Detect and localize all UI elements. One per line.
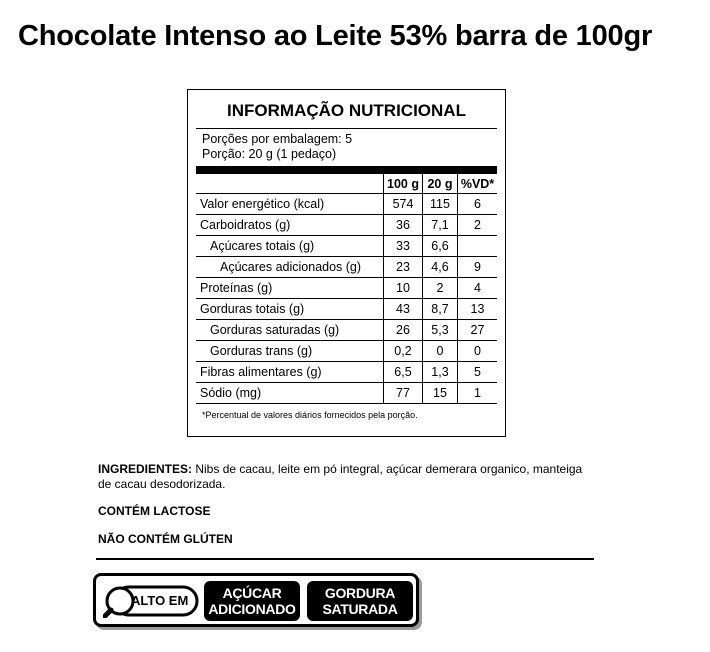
serving-info (202, 132, 352, 162)
table-row (196, 278, 497, 299)
nutrient-label: Açúcares totais (g) (210, 239, 315, 253)
nutrition-heading: INFORMAÇÃO NUTRICIONAL (227, 101, 466, 120)
value-100g: 36 (383, 215, 422, 235)
nutrition-grid (196, 174, 497, 404)
value-20g: 15 (422, 383, 457, 403)
nutrient-label: Gorduras totais (g) (200, 302, 305, 316)
nutrient-label: Valor energético (kcal) (200, 197, 325, 211)
divider (196, 128, 497, 129)
tag-line: GORDURA (324, 585, 396, 601)
value-20g: 8,7 (422, 299, 457, 319)
column-header-100g: 100 g (383, 174, 422, 193)
footnote: *Percentual de valores diários fornecidos pela porção. (202, 410, 418, 420)
nutrient-label: Açúcares adicionados (g) (220, 260, 362, 274)
table-row (196, 299, 497, 320)
allergen-lactose: CONTÉM LACTOSE (98, 504, 211, 518)
value-100g: 33 (383, 236, 422, 256)
value-vd: 13 (457, 299, 497, 319)
servings-per-package: Porções por embalagem: 5 (202, 132, 353, 146)
value-vd: 9 (457, 257, 497, 277)
value-20g: 4,6 (422, 257, 457, 277)
nutrient-label: Gorduras saturadas (g) (210, 323, 340, 337)
saturated-fat-tag (307, 581, 413, 621)
added-sugar-tag (204, 581, 300, 621)
table-row (196, 320, 497, 341)
nutrition-facts-table (187, 89, 506, 437)
value-20g: 2 (422, 278, 457, 298)
alto-em-label: ALTO EM (131, 593, 189, 608)
value-100g: 43 (383, 299, 422, 319)
value-20g: 5,3 (422, 320, 457, 340)
tag-line: ADICIONADO (208, 601, 296, 617)
value-100g: 6,5 (383, 362, 422, 382)
value-20g: 6,6 (422, 236, 457, 256)
table-row (196, 236, 497, 257)
thick-divider (196, 166, 497, 174)
column-header-20g: 20 g (422, 174, 457, 193)
value-100g: 77 (383, 383, 422, 403)
value-100g: 0,2 (383, 341, 422, 361)
nutrient-label: Sódio (mg) (200, 386, 262, 400)
value-vd: 6 (457, 194, 497, 214)
table-row (196, 257, 497, 278)
value-20g: 7,1 (422, 215, 457, 235)
nutrient-label: Gorduras trans (g) (210, 344, 313, 358)
value-vd: 5 (457, 362, 497, 382)
value-vd: 1 (457, 383, 497, 403)
value-100g: 10 (383, 278, 422, 298)
value-vd: 2 (457, 215, 497, 235)
divider (96, 558, 594, 560)
ingredients-label: INGREDIENTES: (98, 462, 193, 476)
nutrient-label: Fibras alimentares (g) (200, 365, 322, 379)
alto-em-lens (103, 584, 199, 618)
value-100g: 26 (383, 320, 422, 340)
ingredients-list: Nibs de cacau, leite em pó integral, açúcar demerara organico, manteiga de cacau desodorizada. (98, 462, 583, 491)
product-title: Chocolate Intenso ao Leite 53% barra de 100gr (18, 20, 653, 52)
front-warning-seal (93, 573, 419, 627)
serving-size: Porção: 20 g (1 pedaço) (202, 147, 337, 161)
table-header-row (196, 174, 497, 194)
nutrient-label: Carboidratos (g) (200, 218, 291, 232)
table-row (196, 194, 497, 215)
value-100g: 574 (383, 194, 422, 214)
value-100g: 23 (383, 257, 422, 277)
column-header-vd: %VD* (457, 174, 497, 193)
ingredients-text (98, 462, 598, 491)
value-20g: 1,3 (422, 362, 457, 382)
allergen-gluten: NÃO CONTÉM GLÚTEN (98, 532, 233, 546)
table-row (196, 383, 497, 404)
value-vd: 27 (457, 320, 497, 340)
tag-line: AÇÚCAR (222, 585, 282, 601)
nutrient-label: Proteínas (g) (200, 281, 273, 295)
value-vd (457, 236, 497, 256)
value-20g: 0 (422, 341, 457, 361)
table-row (196, 362, 497, 383)
table-row (196, 215, 497, 236)
tag-line: SATURADA (322, 601, 398, 617)
value-20g: 115 (422, 194, 457, 214)
table-row (196, 341, 497, 362)
value-vd: 4 (457, 278, 497, 298)
value-vd: 0 (457, 341, 497, 361)
